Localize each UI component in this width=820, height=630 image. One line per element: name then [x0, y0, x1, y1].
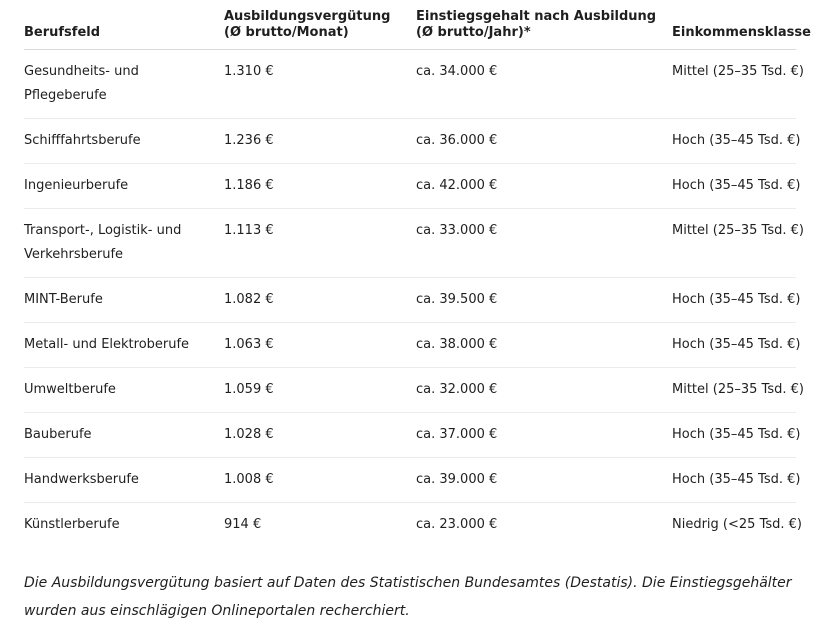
cell-einstiegsgehalt: ca. 34.000 €: [416, 49, 672, 118]
cell-berufsfeld: MINT-Berufe: [24, 277, 224, 322]
table-row: [24, 49, 796, 118]
cell-einstiegsgehalt: ca. 42.000 €: [416, 163, 672, 208]
cell-einstiegsgehalt: ca. 33.000 €: [416, 208, 672, 277]
table-row: [24, 457, 796, 502]
salary-table: [24, 0, 811, 547]
footnote: Die Ausbildungsvergütung basiert auf Daten des Statistischen Bundesamtes (Destatis). Die Einstiegsgehälter wurden aus einschlägigen Onlineportalen recherchiert.: [24, 575, 792, 619]
cell-berufsfeld: Handwerksberufe: [24, 457, 224, 502]
cell-einkommensklasse: Mittel (25–35 Tsd. €): [672, 367, 796, 412]
header-line: Einkommensklasse: [672, 24, 811, 40]
cell-ausbildungsverguetung: 1.236 €: [224, 118, 416, 163]
table-row: [24, 208, 796, 277]
table-row: [24, 412, 796, 457]
header-einkommensklasse: [672, 0, 811, 49]
cell-einstiegsgehalt: ca. 38.000 €: [416, 322, 672, 367]
cell-ausbildungsverguetung: 1.063 €: [224, 322, 416, 367]
cell-einstiegsgehalt: ca. 23.000 €: [416, 516, 498, 532]
header-line: Berufsfeld: [24, 24, 101, 40]
cell-ausbildungsverguetung: 1.186 €: [224, 163, 416, 208]
cell-einstiegsgehalt: ca. 39.000 €: [416, 457, 672, 502]
table-row: [24, 118, 796, 163]
cell-berufsfeld: Gesundheits- und Pflegeberufe: [24, 49, 224, 118]
cell-einkommensklasse: Hoch (35–45 Tsd. €): [672, 412, 796, 457]
cell-berufsfeld: Transport-, Logistik- und Verkehrsberufe: [24, 208, 224, 277]
cell-einstiegsgehalt: ca. 39.500 €: [416, 277, 672, 322]
table-row: [24, 367, 796, 412]
cell-berufsfeld: Schifffahrtsberufe: [24, 118, 224, 163]
cell-ausbildungsverguetung: 1.028 €: [224, 412, 416, 457]
cell-einstiegsgehalt: ca. 37.000 €: [416, 412, 672, 457]
header-line: (Ø brutto/Jahr)*: [416, 24, 531, 40]
cell-ausbildungsverguetung: 1.113 €: [224, 208, 416, 277]
header-line: Ausbildungsvergütung: [224, 8, 391, 24]
header-ausbildungsverguetung: [224, 0, 416, 49]
header-line: (Ø brutto/Monat): [224, 24, 349, 40]
cell-einkommensklasse: Hoch (35–45 Tsd. €): [672, 118, 796, 163]
cell-einkommensklasse: Hoch (35–45 Tsd. €): [672, 277, 796, 322]
table-row: [24, 322, 796, 367]
table-row: [24, 163, 796, 208]
cell-einkommensklasse: Hoch (35–45 Tsd. €): [672, 322, 796, 367]
cell-berufsfeld: Bauberufe: [24, 412, 224, 457]
cell-ausbildungsverguetung: 1.310 €: [224, 49, 416, 118]
cell-ausbildungsverguetung: 1.008 €: [224, 457, 416, 502]
cell-einstiegsgehalt: ca. 32.000 €: [416, 367, 672, 412]
header-einstiegsgehalt: [416, 0, 672, 49]
cell-ausbildungsverguetung: 1.059 €: [224, 367, 416, 412]
table-row: [24, 277, 796, 322]
table-header-row: [24, 0, 796, 49]
cell-einkommensklasse: Niedrig (<25 Tsd. €): [672, 516, 802, 532]
cell-berufsfeld: Künstlerberufe: [24, 516, 120, 532]
cell-berufsfeld: Ingenieurberufe: [24, 163, 224, 208]
header-berufsfeld: [24, 0, 224, 49]
header-line: Einstiegsgehalt nach Ausbildung: [416, 8, 657, 24]
cell-einkommensklasse: Hoch (35–45 Tsd. €): [672, 163, 796, 208]
cell-berufsfeld: Umweltberufe: [24, 367, 224, 412]
table-row: [24, 502, 796, 547]
salary-table-container: [24, 0, 811, 547]
cell-einkommensklasse: Mittel (25–35 Tsd. €): [672, 49, 796, 118]
cell-einstiegsgehalt: ca. 36.000 €: [416, 118, 672, 163]
cell-ausbildungsverguetung: 914 €: [224, 516, 262, 532]
cell-einkommensklasse: Hoch (35–45 Tsd. €): [672, 457, 796, 502]
cell-ausbildungsverguetung: 1.082 €: [224, 277, 416, 322]
cell-berufsfeld: Metall- und Elektroberufe: [24, 322, 224, 367]
cell-einkommensklasse: Mittel (25–35 Tsd. €): [672, 208, 796, 277]
